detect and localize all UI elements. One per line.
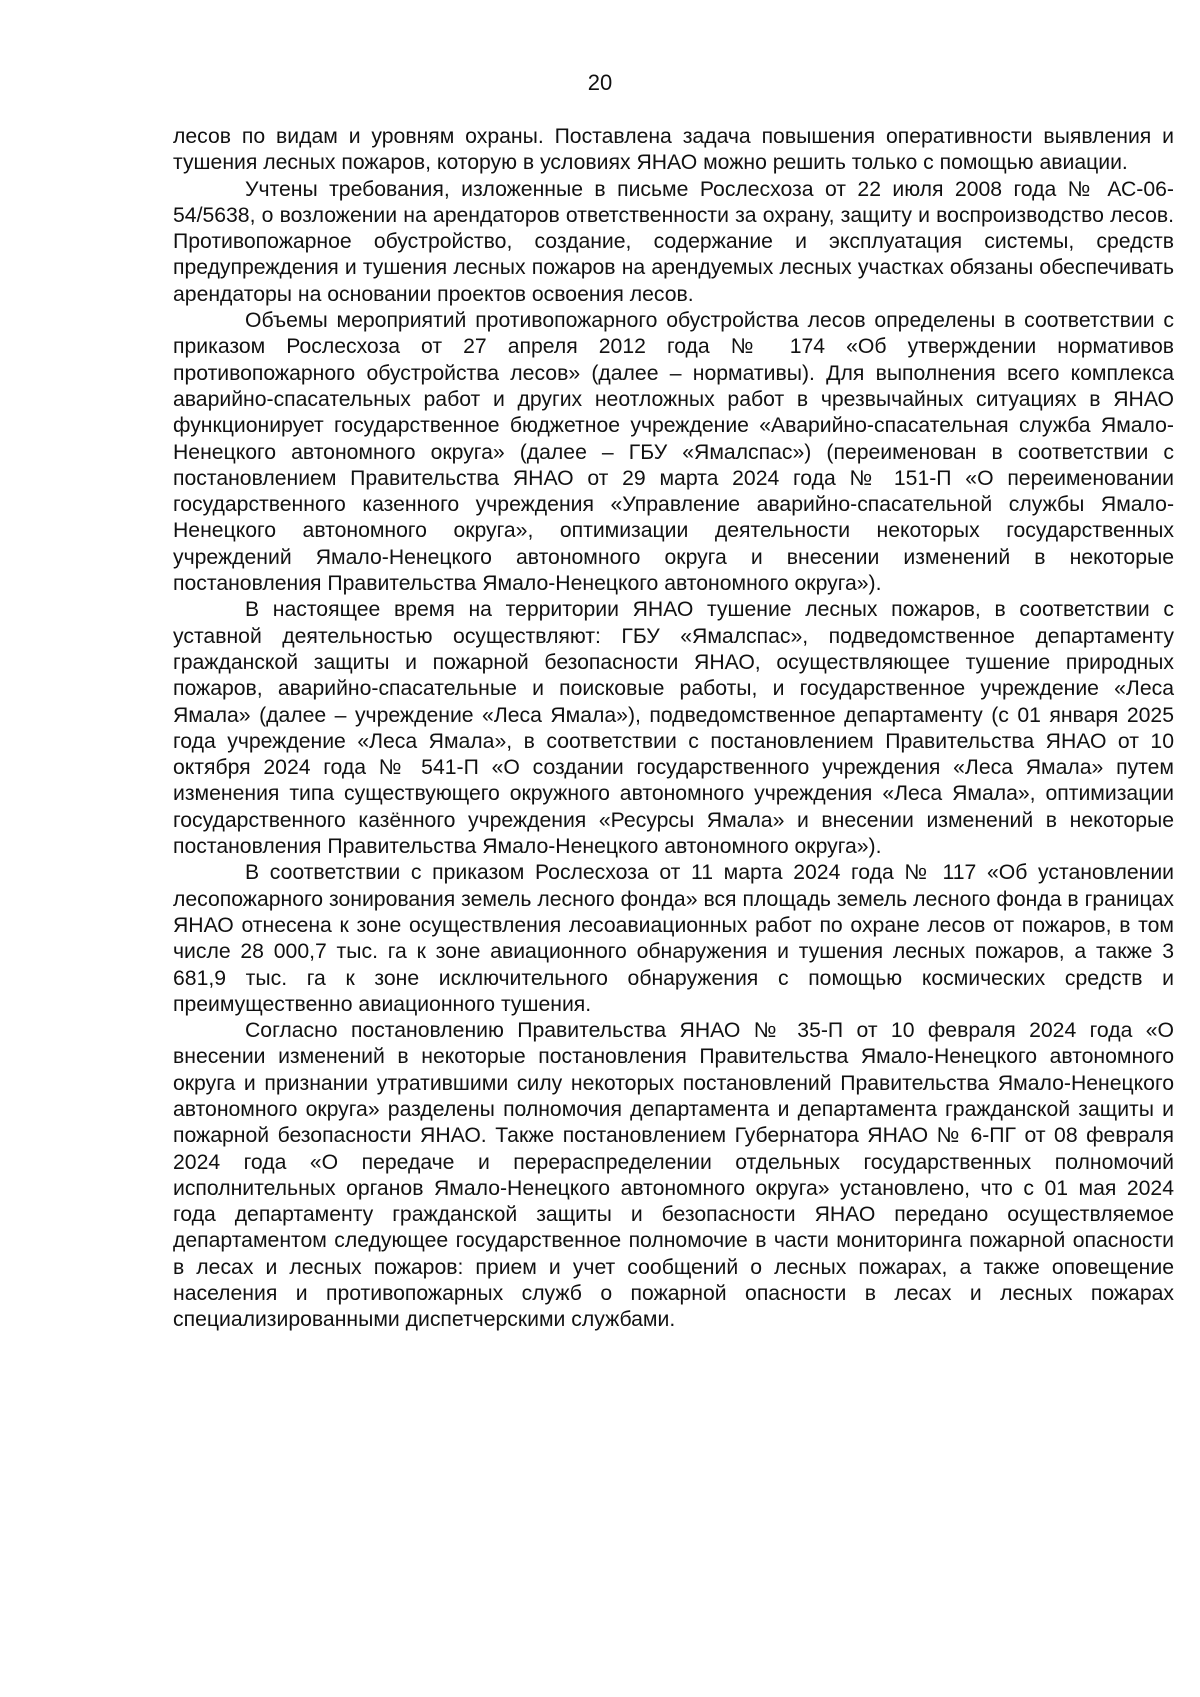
paragraph: В настоящее время на территории ЯНАО тушение лесных пожаров, в соответствии с уставной деятельностью осуществляют: ГБУ «Ямалспас», подведомственное департаменту гражданской защиты и пожарной безопасности ЯНАО, осуществляющее тушение природных пожаров, аварийно-спасательные и поисковые работы, и государственное учреждение «Леса Ямала» (далее – учреждение «Леса Ямала»), подведомственное департаменту (с 01 января 2025 года учреждение «Леса Ямала», в соответствии с постановлением Правительства ЯНАО от 10 октября 2024 года № 541-П «О создании государственного учреждения «Леса Ямала» путем изменения типа существующего окружного автономного учреждения «Леса Ямала», оптимизации государственного казённого учреждения «Ресурсы Ямала» и внесении изменений в некоторые постановления Правительства Ямало-Ненецкого автономного округа»). xyxy=(173,598,1174,859)
page-number: 20 xyxy=(587,70,613,95)
paragraph: В соответствии с приказом Рослесхоза от 11 марта 2024 года № 117 «Об установлении лесопожарного зонирования земель лесного фонда» вся площадь земель лесного фонда в границах ЯНАО отнесена к зоне осуществления лесоавиационных работ по охране лесов от пожаров, в том числе 28 000,7 тыс. га к зоне авиационного обнаружения и тушения лесных пожаров, а также 3 681,9 тыс. га к зоне исключительного обнаружения с помощью космических средств и преимущественно авиационного тушения. xyxy=(173,861,1174,1016)
paragraph: лесов по видам и уровням охраны. Поставлена задача повышения оперативности выявления и тушения лесных пожаров, которую в условиях ЯНАО можно решить только с помощью авиации. xyxy=(173,125,1174,175)
paragraph: Учтены требования, изложенные в письме Рослесхоза от 22 июля 2008 года № АС-06-54/5638, о возложении на арендаторов ответственности за охрану, защиту и воспроизводство лесов. Противопожарное обустройство, создание, содержание и эксплуатация системы, средств предупреждения и тушения лесных пожаров на арендуемых лесных участках обязаны обеспечивать арендаторы на основании проектов освоения лесов. xyxy=(173,177,1174,306)
document-body xyxy=(173,124,1174,1334)
paragraph: Согласно постановлению Правительства ЯНАО № 35-П от 10 февраля 2024 года «О внесении изменений в некоторые постановления Правительства Ямало-Ненецкого автономного округа и признании утратившими силу некоторых постановлений Правительства Ямало-Ненецкого автономного округа» разделены полномочия департамента и департамента гражданской защиты и пожарной безопасности ЯНАО. Также постановлением Губернатора ЯНАО № 6-ПГ от 08 февраля 2024 года «О передаче и перераспределении отдельных государственных полномочий исполнительных органов Ямало-Ненецкого автономного округа» установлено, что с 01 мая 2024 года департаменту гражданской защиты и безопасности ЯНАО передано осуществляемое департаментом следующее государственное полномочие в части мониторинга пожарной опасности в лесах и лесных пожаров: прием и учет сообщений о лесных пожарах, а также оповещение населения и противопожарных служб о пожарной опасности в лесах и лесных пожарах специализированными диспетчерскими службами. xyxy=(173,1019,1174,1332)
paragraph: Объемы мероприятий противопожарного обустройства лесов определены в соответствии с приказом Рослесхоза от 27 апреля 2012 года № 174 «Об утверждении нормативов противопожарного обустройства лесов» (далее – нормативы). Для выполнения всего комплекса аварийно-спасательных работ и других неотложных работ в чрезвычайных ситуациях в ЯНАО функционирует государственное бюджетное учреждение «Аварийно-спасательная служба Ямало-Ненецкого автономного округа» (далее – ГБУ «Ямалспас») (переименован в соответствии с постановлением Правительства ЯНАО от 29 марта 2024 года № 151-П «О переименовании государственного казенного учреждения «Управление аварийно-спасательной службы Ямало-Ненецкого автономного округа», оптимизации деятельности некоторых государственных учреждений Ямало-Ненецкого автономного округа и внесении изменений в некоторые постановления Правительства Ямало-Ненецкого автономного округа»). xyxy=(173,309,1174,596)
